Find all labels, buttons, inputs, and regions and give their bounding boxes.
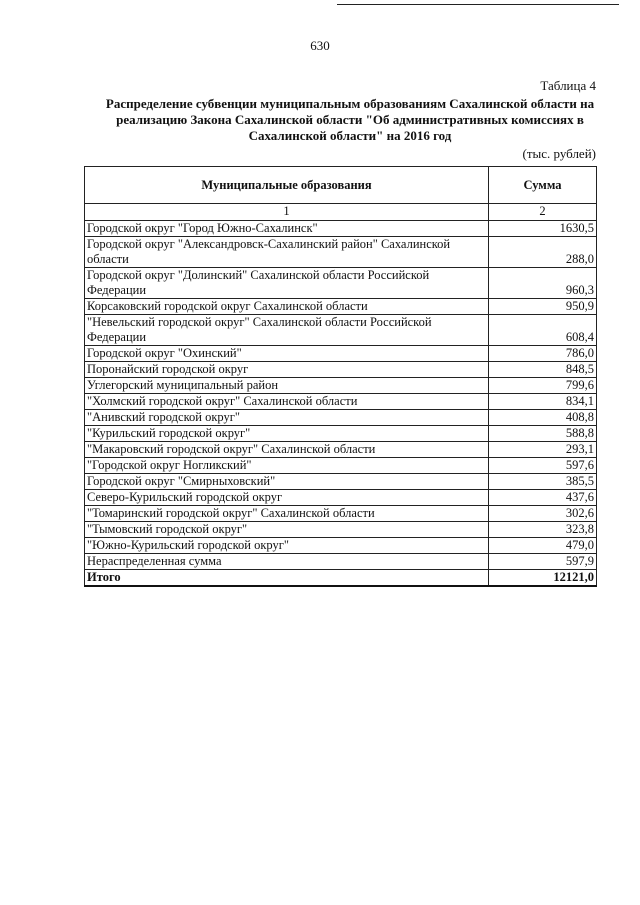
table-row — [85, 237, 597, 268]
table-row — [85, 268, 597, 299]
amount-cell: 437,6 — [489, 490, 597, 506]
municipality-name-cell: Углегорский муниципальный район — [85, 378, 489, 394]
amount-cell: 848,5 — [489, 362, 597, 378]
table-row — [85, 221, 597, 237]
municipality-name-cell: Городской округ "Охинский" — [85, 346, 489, 362]
municipality-name-cell: "Томаринский городской округ" Сахалинской области — [85, 506, 489, 522]
amount-cell: 799,6 — [489, 378, 597, 394]
amount-cell: 608,4 — [489, 315, 597, 346]
table-row — [85, 490, 597, 506]
municipality-name-cell: Городской округ "Долинский" Сахалинской области Российской Федерации — [85, 268, 489, 299]
table-row — [85, 554, 597, 570]
municipality-name-cell: Городской округ "Александровск-Сахалинский район" Сахалинской области — [85, 237, 489, 268]
amount-cell: 597,9 — [489, 554, 597, 570]
table-row — [85, 474, 597, 490]
municipality-name-cell: "Курильский городской округ" — [85, 426, 489, 442]
table-label: Таблица 4 — [540, 78, 596, 93]
table-row — [85, 538, 597, 554]
total-row — [85, 570, 597, 587]
total-label: Итого — [85, 570, 489, 587]
amount-cell: 288,0 — [489, 237, 597, 268]
municipality-name-cell: "Невельский городской округ" Сахалинской области Российской Федерации — [85, 315, 489, 346]
header-rule — [337, 4, 619, 5]
table-header-row — [85, 167, 597, 204]
table-row — [85, 299, 597, 315]
municipality-name-cell: "Макаровский городской округ" Сахалинской области — [85, 442, 489, 458]
table-row — [85, 410, 597, 426]
municipality-name-cell: "Холмский городской округ" Сахалинской области — [85, 394, 489, 410]
amount-cell: 786,0 — [489, 346, 597, 362]
table-row — [85, 442, 597, 458]
municipality-name-cell: Городской округ "Город Южно-Сахалинск" — [85, 221, 489, 237]
page-number: 630 — [310, 38, 330, 53]
amount-cell: 323,8 — [489, 522, 597, 538]
table-row — [85, 394, 597, 410]
amount-cell: 293,1 — [489, 442, 597, 458]
column-index-1: 1 — [85, 204, 489, 221]
amount-cell: 960,3 — [489, 268, 597, 299]
amount-cell: 302,6 — [489, 506, 597, 522]
municipality-name-cell: Нераспределенная сумма — [85, 554, 489, 570]
amount-cell: 597,6 — [489, 458, 597, 474]
column-index-2: 2 — [489, 204, 597, 221]
municipality-name-cell: "Тымовский городской округ" — [85, 522, 489, 538]
municipality-name-cell: Городской округ "Смирныховский" — [85, 474, 489, 490]
subvention-table — [84, 166, 597, 587]
table-row — [85, 346, 597, 362]
table-row — [85, 458, 597, 474]
amount-cell: 408,8 — [489, 410, 597, 426]
amount-cell: 385,5 — [489, 474, 597, 490]
column-header-amount: Сумма — [489, 167, 597, 204]
table-row — [85, 506, 597, 522]
amount-cell: 588,8 — [489, 426, 597, 442]
amount-cell: 479,0 — [489, 538, 597, 554]
table-row — [85, 362, 597, 378]
document-title: Распределение субвенции муниципальным образованиям Сахалинской области на реализацию Закона Сахалинской области "Об административных комиссиях в Сахалинской области" на 2016 год — [105, 96, 595, 143]
municipality-name-cell: Поронайский городской округ — [85, 362, 489, 378]
column-index-row — [85, 204, 597, 221]
table-row — [85, 522, 597, 538]
municipality-name-cell: "Южно-Курильский городской округ" — [85, 538, 489, 554]
amount-cell: 834,1 — [489, 394, 597, 410]
table-row — [85, 378, 597, 394]
table-row — [85, 426, 597, 442]
amount-cell: 1630,5 — [489, 221, 597, 237]
units-label: (тыс. рублей) — [522, 146, 596, 161]
column-header-municipality: Муниципальные образования — [85, 167, 489, 204]
municipality-name-cell: "Городской округ Ногликский" — [85, 458, 489, 474]
table-row — [85, 315, 597, 346]
municipality-name-cell: "Анивский городской округ" — [85, 410, 489, 426]
municipality-name-cell: Корсаковский городской округ Сахалинской области — [85, 299, 489, 315]
amount-cell: 950,9 — [489, 299, 597, 315]
total-amount: 12121,0 — [489, 570, 597, 587]
municipality-name-cell: Северо-Курильский городской округ — [85, 490, 489, 506]
